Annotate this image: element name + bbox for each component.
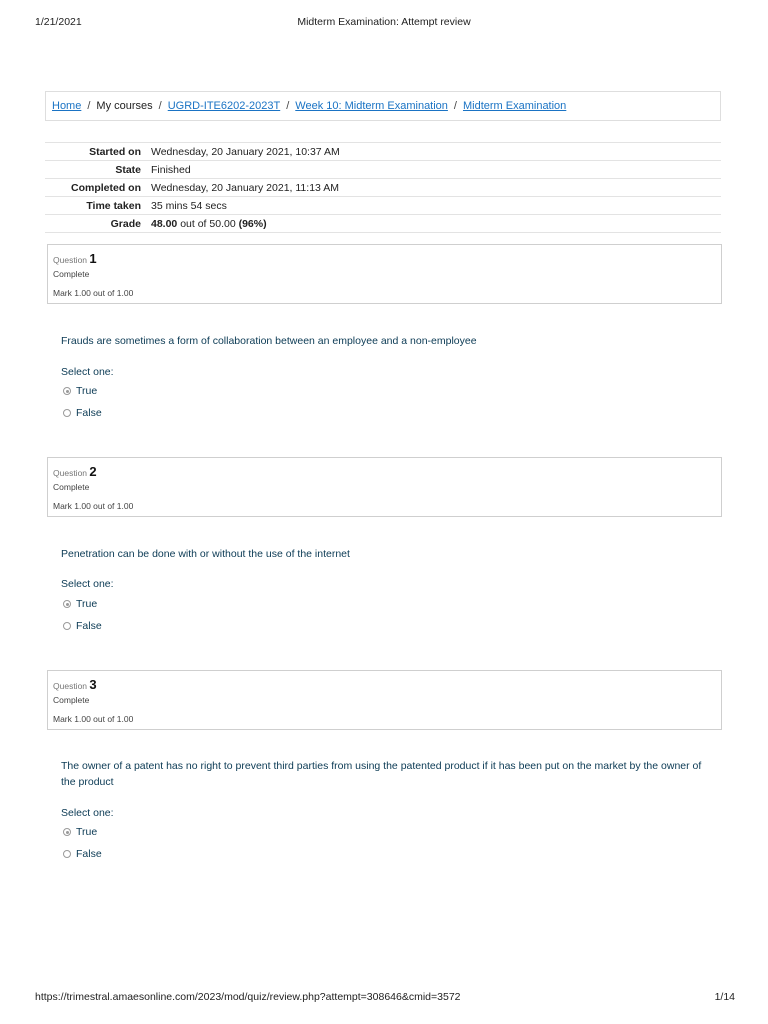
question-mark: Mark 1.00 out of 1.00 xyxy=(53,714,134,724)
summary-label: Grade xyxy=(45,215,147,233)
summary-value: 35 mins 54 secs xyxy=(147,197,721,215)
question-text: The owner of a patent has no right to prevent third parties from using the patented product if it has been put on the market by the owner of the product xyxy=(61,760,702,788)
question-number xyxy=(53,677,97,692)
grade-score: 48.00 xyxy=(151,217,178,230)
grade-out-of: out of 50.00 xyxy=(177,217,239,230)
answer-option-false[interactable] xyxy=(63,847,102,861)
answer-option-false[interactable] xyxy=(63,406,102,420)
print-footer xyxy=(0,991,768,1007)
breadcrumb-separator: / xyxy=(87,100,91,112)
summary-value: Wednesday, 20 January 2021, 11:13 AM xyxy=(147,179,721,197)
answer-option-label: True xyxy=(76,826,98,838)
summary-label: Completed on xyxy=(45,179,147,197)
summary-value xyxy=(147,215,721,233)
breadcrumb-my-courses: My courses xyxy=(96,100,153,112)
select-one-prompt: Select one: xyxy=(61,578,114,590)
print-header xyxy=(0,16,768,32)
print-title: Midterm Examination: Attempt review xyxy=(297,16,471,28)
select-one-prompt: Select one: xyxy=(61,366,114,378)
radio-selected-icon[interactable] xyxy=(63,387,71,395)
attempt-summary-table xyxy=(45,142,721,233)
answer-option-false[interactable] xyxy=(63,619,102,633)
summary-row-grade xyxy=(45,215,721,233)
radio-selected-icon[interactable] xyxy=(63,828,71,836)
print-url: https://trimestral.amaesonline.com/2023/mod/quiz/review.php?attempt=308646&cmid=3572 xyxy=(35,991,461,1003)
summary-value: Wednesday, 20 January 2021, 10:37 AM xyxy=(147,143,721,161)
grade-percent: (96%) xyxy=(238,217,267,230)
answer-option-label: True xyxy=(76,598,98,610)
breadcrumb-week-link[interactable]: Week 10: Midterm Examination xyxy=(295,100,448,112)
print-date: 1/21/2021 xyxy=(35,16,82,28)
summary-row-completed xyxy=(45,179,721,197)
question-info-box xyxy=(47,244,722,304)
summary-row-state xyxy=(45,161,721,179)
radio-unselected-icon[interactable] xyxy=(63,850,71,858)
breadcrumb-home-link[interactable]: Home xyxy=(52,100,82,112)
breadcrumb-separator: / xyxy=(286,100,290,112)
summary-label: State xyxy=(45,161,147,179)
print-page-number: 1/14 xyxy=(714,991,735,1003)
select-one-prompt: Select one: xyxy=(61,807,114,819)
breadcrumb xyxy=(45,91,721,121)
question-label: Question xyxy=(53,681,88,691)
question-mark: Mark 1.00 out of 1.00 xyxy=(53,288,134,298)
breadcrumb-quiz-link[interactable]: Midterm Examination xyxy=(462,100,567,112)
summary-row-started xyxy=(45,143,721,161)
answer-option-label: False xyxy=(76,407,102,419)
question-text: Penetration can be done with or without the use of the internet xyxy=(61,548,350,560)
breadcrumb-separator: / xyxy=(453,100,457,112)
question-state: Complete xyxy=(53,482,90,492)
answer-option-true[interactable] xyxy=(63,825,97,839)
summary-row-time-taken xyxy=(45,197,721,215)
summary-label: Time taken xyxy=(45,197,147,215)
question-number-value: 3 xyxy=(89,677,97,692)
answer-option-label: False xyxy=(76,620,102,632)
radio-unselected-icon[interactable] xyxy=(63,622,71,630)
question-number xyxy=(53,251,97,266)
summary-label: Started on xyxy=(45,143,147,161)
question-text: Frauds are sometimes a form of collaboration between an employee and a non-employee xyxy=(61,335,477,347)
question-info-box xyxy=(47,670,722,730)
answer-option-label: False xyxy=(76,848,102,860)
question-label: Question xyxy=(53,468,88,478)
summary-value: Finished xyxy=(147,161,721,179)
radio-selected-icon[interactable] xyxy=(63,600,71,608)
answer-option-label: True xyxy=(76,385,98,397)
answer-option-true[interactable] xyxy=(63,597,97,611)
breadcrumb-separator: / xyxy=(158,100,162,112)
breadcrumb-course-link[interactable]: UGRD-ITE6202-2023T xyxy=(167,100,281,112)
question-number-value: 2 xyxy=(89,464,97,479)
question-number xyxy=(53,464,97,479)
question-info-box xyxy=(47,457,722,517)
radio-unselected-icon[interactable] xyxy=(63,409,71,417)
question-state: Complete xyxy=(53,695,90,705)
question-mark: Mark 1.00 out of 1.00 xyxy=(53,501,134,511)
answer-option-true[interactable] xyxy=(63,384,97,398)
question-label: Question xyxy=(53,255,88,265)
question-state: Complete xyxy=(53,269,90,279)
question-number-value: 1 xyxy=(89,251,97,266)
